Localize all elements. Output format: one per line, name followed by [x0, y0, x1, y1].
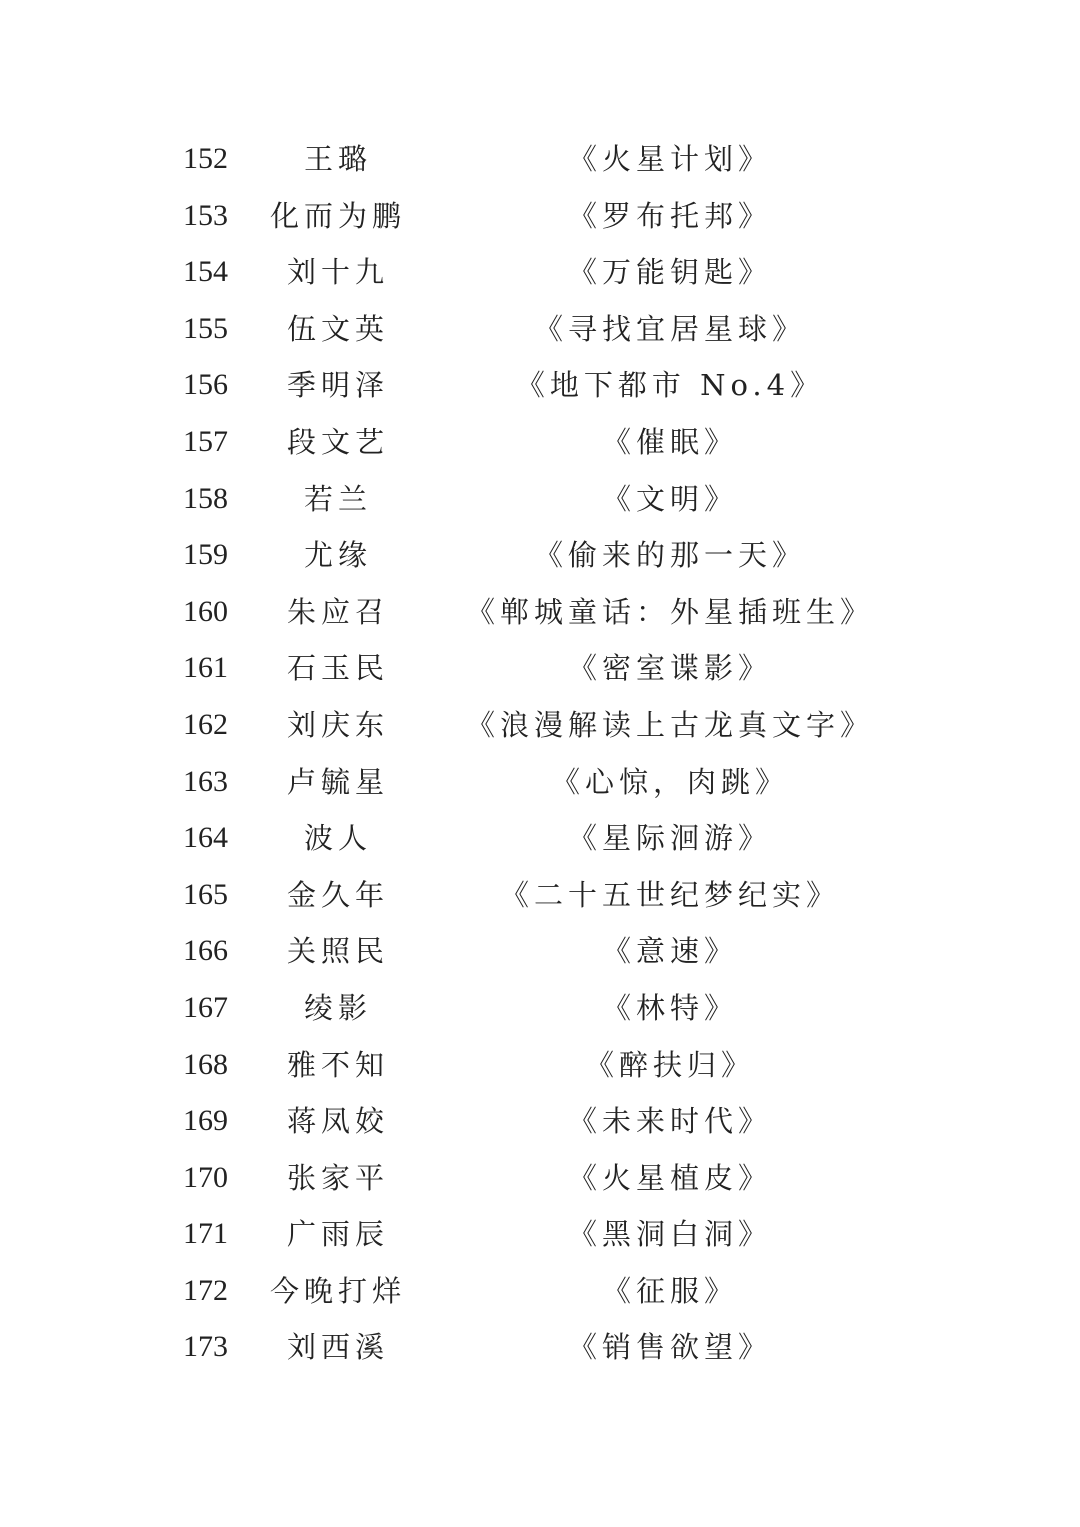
- entry-work-title: 《征服》: [601, 1273, 738, 1308]
- entry-number: 168: [183, 1047, 228, 1081]
- entry-author: 季明泽: [286, 368, 389, 403]
- entry-work-title: 《星际洄游》: [567, 821, 772, 856]
- entry-work-title: 《黑洞白洞》: [567, 1217, 772, 1252]
- entry-work-title: 《密室谍影》: [567, 651, 772, 686]
- entry-number: 163: [183, 764, 228, 798]
- list-item: [0, 584, 1080, 641]
- entry-number: 157: [183, 424, 228, 458]
- list-item: [0, 697, 1080, 754]
- list-item: [0, 810, 1080, 867]
- entry-author: 刘庆东: [286, 707, 389, 742]
- entry-work-title: 《罗布托邦》: [567, 198, 772, 233]
- entry-number: 166: [183, 934, 228, 968]
- entry-work-title: 《寻找宜居星球》: [533, 311, 806, 346]
- entry-author: 绫影: [303, 990, 372, 1025]
- list-item: [0, 131, 1080, 188]
- entry-author: 张家平: [286, 1160, 389, 1195]
- entry-number: 161: [183, 651, 228, 685]
- list-item: [0, 357, 1080, 414]
- entry-work-title: 《郸城童话：外星插班生》: [465, 594, 874, 629]
- entry-number: 164: [183, 821, 228, 855]
- entry-number: 152: [183, 142, 228, 175]
- entry-author: 蒋凤姣: [286, 1104, 389, 1139]
- list-item: [0, 867, 1080, 924]
- entry-author: 波人: [303, 821, 372, 856]
- entry-author: 朱应召: [286, 594, 389, 629]
- entry-author: 尤缘: [303, 538, 372, 573]
- entry-list: [0, 131, 1080, 1376]
- entry-number: 162: [183, 707, 228, 741]
- entry-work-title: 《催眠》: [601, 424, 738, 459]
- entry-author: 广雨辰: [286, 1217, 389, 1252]
- entry-work-title: 《偷来的那一天》: [533, 538, 806, 573]
- list-item: [0, 414, 1080, 471]
- entry-work-title: 《销售欲望》: [567, 1330, 772, 1365]
- entry-author: 石玉民: [286, 651, 389, 686]
- entry-author: 雅不知: [286, 1047, 389, 1082]
- entry-work-title: 《心惊，肉跳》: [550, 764, 789, 799]
- list-item: [0, 1150, 1080, 1207]
- list-item: [0, 640, 1080, 697]
- list-item: [0, 188, 1080, 245]
- entry-number: 169: [183, 1104, 228, 1138]
- list-item: [0, 1206, 1080, 1263]
- entry-number: 156: [183, 368, 228, 402]
- entry-author: 段文艺: [286, 424, 389, 459]
- entry-work-title: 《浪漫解读上古龙真文字》: [465, 707, 874, 742]
- entry-number: 154: [183, 255, 228, 289]
- entry-work-title: 《二十五世纪梦纪实》: [499, 877, 840, 912]
- entry-work-title: 《未来时代》: [567, 1104, 772, 1139]
- list-item: [0, 301, 1080, 358]
- entry-number: 167: [183, 990, 228, 1024]
- entry-number: 160: [183, 594, 228, 628]
- entry-work-title: 《文明》: [601, 481, 738, 516]
- list-item: [0, 1263, 1080, 1320]
- list-item: [0, 1093, 1080, 1150]
- entry-work-title: 《火星植皮》: [567, 1160, 772, 1195]
- entry-author: 金久年: [286, 877, 389, 912]
- entry-work-title: 《意速》: [601, 934, 738, 969]
- entry-author: 刘西溪: [286, 1330, 389, 1365]
- entry-number: 173: [183, 1330, 228, 1364]
- entry-author: 伍文英: [286, 311, 389, 346]
- list-item: [0, 1037, 1080, 1094]
- list-item: [0, 471, 1080, 528]
- entry-author: 今晚打烊: [269, 1273, 406, 1308]
- entry-author: 化而为鹏: [269, 198, 406, 233]
- entry-number: 170: [183, 1160, 228, 1194]
- entry-number: 159: [183, 538, 228, 572]
- entry-author: 若兰: [303, 481, 372, 516]
- entry-author: 王璐: [303, 142, 372, 176]
- list-item: [0, 980, 1080, 1037]
- entry-number: 172: [183, 1273, 228, 1307]
- entry-number: 165: [183, 877, 228, 911]
- entry-author: 刘十九: [286, 255, 389, 290]
- entry-number: 158: [183, 481, 228, 515]
- entry-work-title: 《地下都市 No.4》: [515, 368, 825, 403]
- entry-work-title: 《万能钥匙》: [567, 255, 772, 290]
- list-item: [0, 923, 1080, 980]
- entry-number: 155: [183, 311, 228, 345]
- entry-work-title: 《醉扶归》: [584, 1047, 755, 1082]
- entry-work-title: 《林特》: [601, 990, 738, 1025]
- entry-number: 171: [183, 1217, 228, 1251]
- list-item: [0, 1319, 1080, 1376]
- entry-work-title: 《火星计划》: [567, 142, 772, 176]
- entry-author: 卢毓星: [286, 764, 389, 799]
- entry-author: 关照民: [286, 934, 389, 969]
- list-item: [0, 244, 1080, 301]
- list-item: [0, 754, 1080, 811]
- entry-number: 153: [183, 198, 228, 232]
- list-item: [0, 527, 1080, 584]
